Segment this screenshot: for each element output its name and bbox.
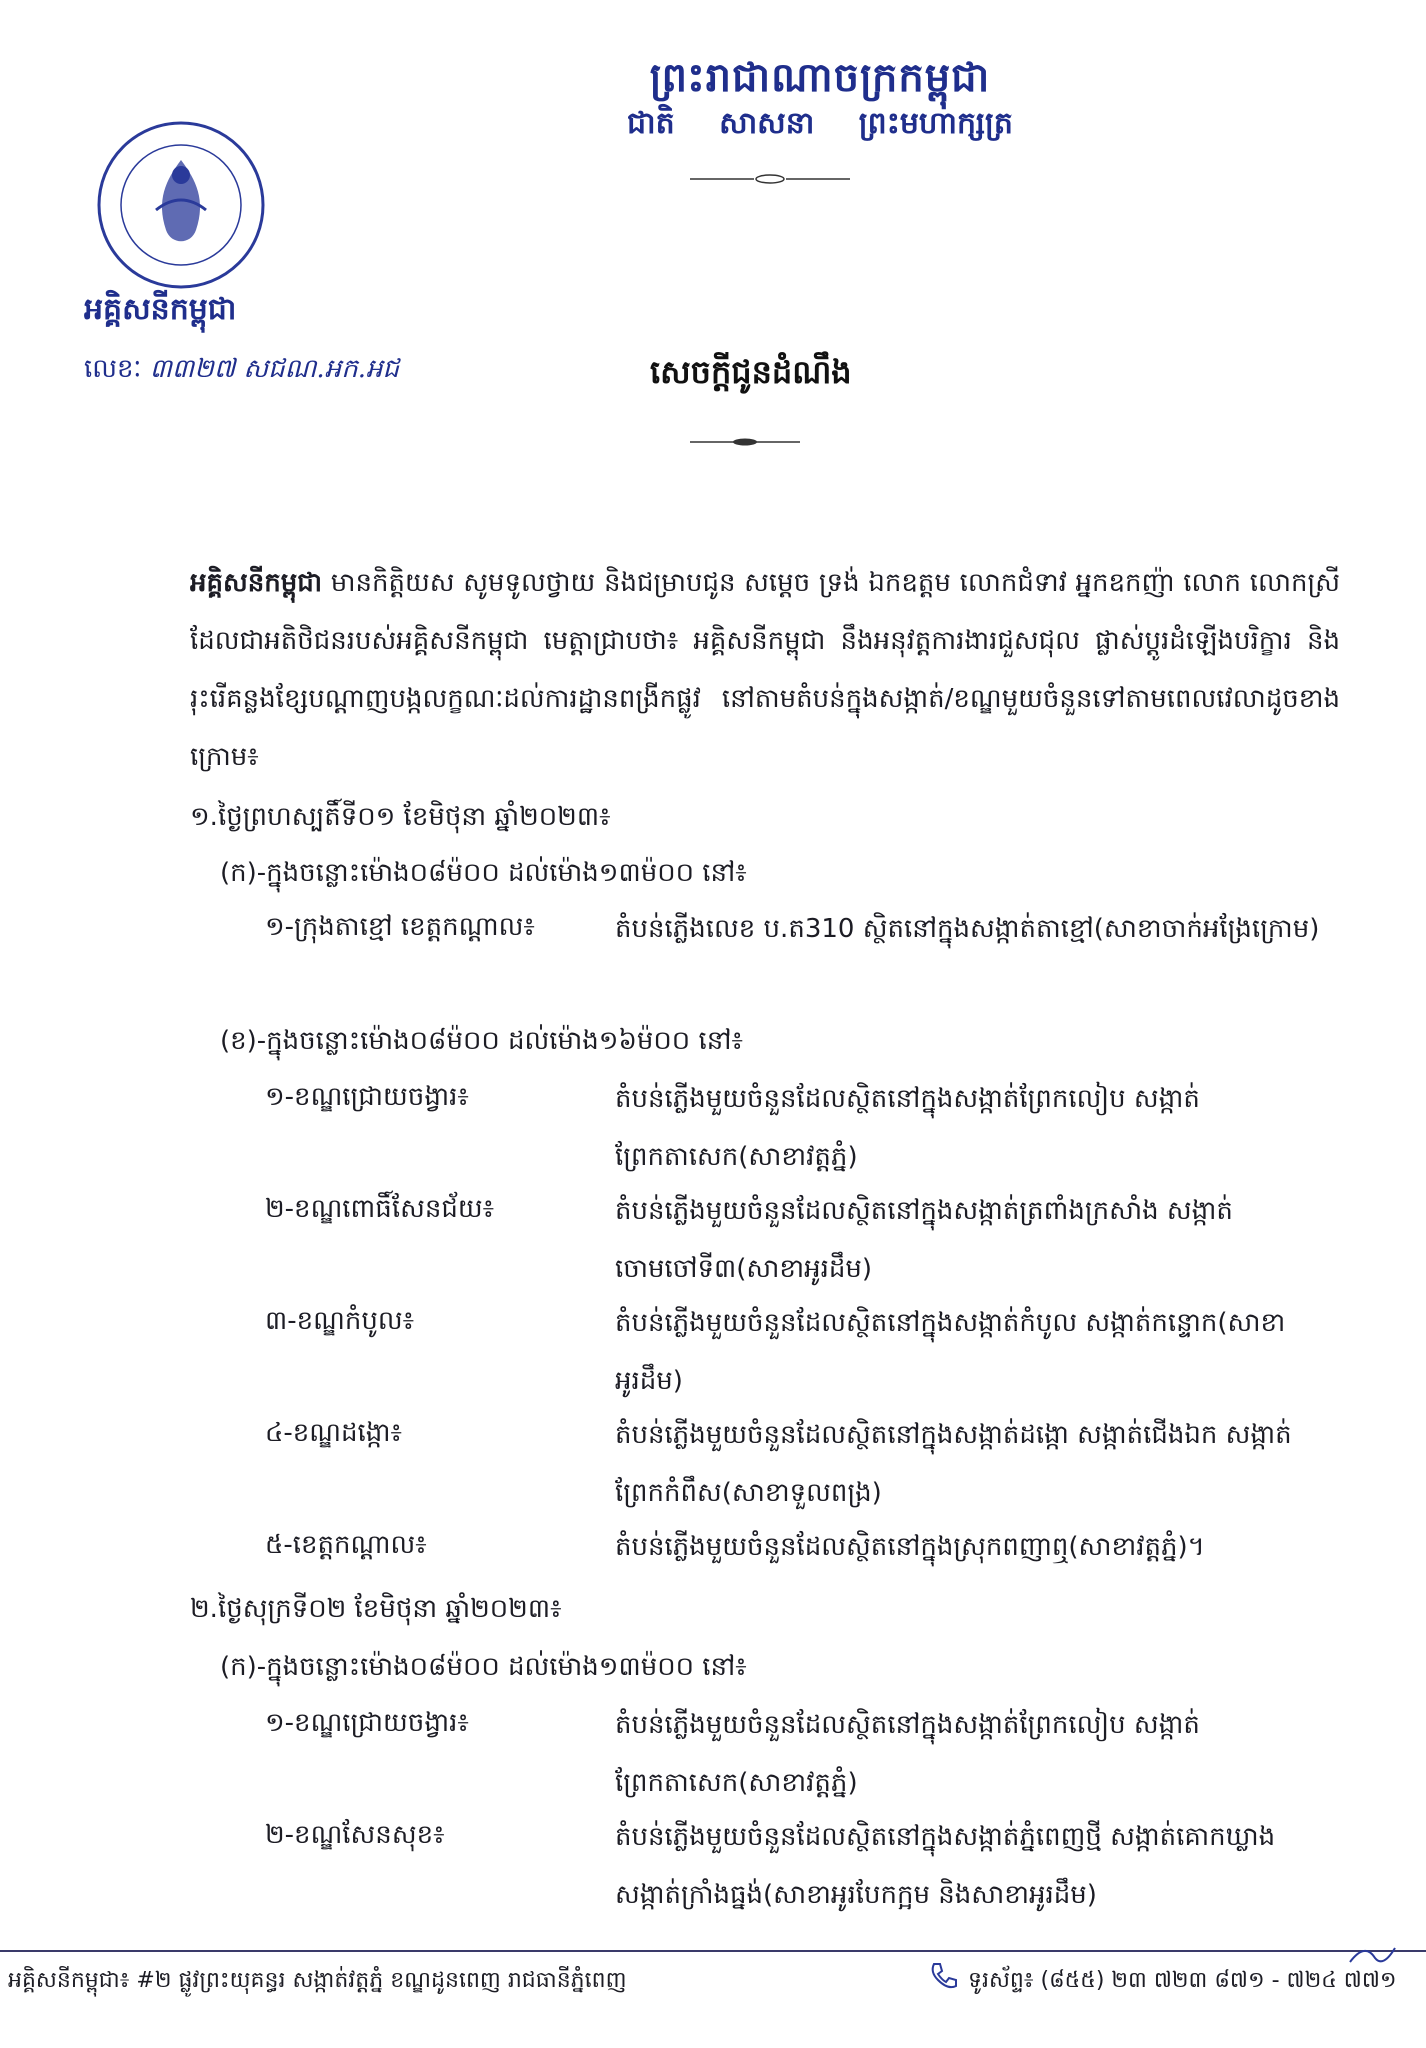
schedule-place: ៥-ខេត្តកណ្តាល៖ <box>265 1530 427 1560</box>
day-heading: ២.ថ្ងៃសុក្រទី០២ ខែមិថុនា ឆ្នាំ២០២៣៖ <box>190 1594 562 1624</box>
day-heading: ១.ថ្ងៃព្រហស្បតិ៍ទី០១ ខែមិថុនា ឆ្នាំ២០២៣៖ <box>190 802 611 832</box>
schedule-place: ១-ខណ្ឌជ្រោយចង្វារ៖ <box>265 1708 469 1738</box>
schedule-detail: តំបន់ភ្លើងមួយចំនួនដែលស្ថិតនៅក្នុងសង្កាត់ភ្នំពេញថ្មី សង្កាត់គោកឃ្លាង សង្កាត់ក្រាំងធ្នង់(សាខាអូរបែកក្អម និងសាខាអូរដឹម) <box>615 1822 1276 1910</box>
intro-lead: អគ្គិសនីកម្ពុជា <box>190 568 323 598</box>
phone-icon <box>928 1960 960 1996</box>
national-motto: ជាតិ សាសនា ព្រះមហាក្សត្រ <box>627 106 1013 141</box>
title-ornament <box>690 432 800 451</box>
reference-value: ៣៣២៧ សជណ.អក.អជ <box>149 354 399 384</box>
schedule-place: ២-ខណ្ឌពោធិ៍សែនជ័យ៖ <box>265 1194 495 1224</box>
footer-address: អគ្គិសនីកម្ពុជា៖ #២ ផ្លូវព្រះយុគន្ធរ សង្កាត់វត្តភ្នំ ខណ្ឌដូនពេញ រាជធានីភ្នំពេញ <box>8 1968 627 1993</box>
schedule-detail: តំបន់ភ្លើងលេខ ប.ត310 ស្ថិតនៅក្នុងសង្កាត់តាខ្មៅ(សាខាចាក់អង្រែក្រោម) <box>615 914 1320 944</box>
time-slot: (ក)-ក្នុងចន្លោះម៉ោង០៨ម៉០០ ដល់ម៉ោង១៣ម៉០០ នៅ៖ <box>220 858 747 888</box>
schedule-place: ១-ក្រុងតាខ្មៅ ខេត្តកណ្តាល៖ <box>265 912 535 942</box>
reference-number <box>84 352 399 390</box>
intro-paragraph <box>190 554 1340 786</box>
schedule-place: ២-ខណ្ឌសែនសុខ៖ <box>265 1820 445 1850</box>
footer-phone: ទូរស័ព្ទ៖ (៨៥៥) ២៣ ៧២៣ ៨៧១ - ៧២៤ ៧៧១ <box>968 1968 1397 1993</box>
schedule-place: ១-ខណ្ឌជ្រោយចង្វារ៖ <box>265 1082 469 1112</box>
footer-rule <box>0 1950 1426 1952</box>
initials-mark <box>1345 1940 1405 1974</box>
kingdom-heading: ព្រះរាជាណាចក្រកម្ពុជា <box>649 55 991 101</box>
document-title: សេចក្តីជូនដំណឹង <box>650 353 852 391</box>
intro-text: មានកិត្តិយស សូមទូលថ្វាយ និងជម្រាបជូន សម្តេច ទ្រង់ ឯកឧត្តម លោកជំទាវ អ្នកឧកញ៉ា លោក លោកស្រី ដែលជាអតិថិជនរបស់អគ្គិសនីកម្ពុជា មេត្តាជ្រាបថា៖ អគ្គិសនីកម្ពុជា នឹងអនុវត្តការងារជួសជុល ផ្លាស់ប្តូរដំឡើងបរិក្ខារ និងរុះរើគន្លងខ្សែបណ្តាញបង្កលក្ខណៈដល់ការដ្ឋានពង្រីកផ្លូវ នៅតាមតំបន់ក្នុងសង្កាត់/ខណ្ឌមួយចំនួនទៅតាមពេលវេលាដូចខាងក្រោម៖ <box>190 568 1340 772</box>
schedule-detail: តំបន់ភ្លើងមួយចំនួនដែលស្ថិតនៅក្នុងសង្កាត់ត្រពាំងក្រសាំង សង្កាត់ចោមចៅទី៣(សាខាអូរដឹម) <box>615 1196 1233 1284</box>
time-slot: (ក)-ក្នុងចន្លោះម៉ោង០៨ម៉០០ ដល់ម៉ោង១៣ម៉០០ នៅ៖ <box>220 1652 747 1682</box>
reference-label: លេខៈ <box>84 354 142 384</box>
time-slot: (ខ)-ក្នុងចន្លោះម៉ោង០៨ម៉០០ ដល់ម៉ោង១៦ម៉០០ នៅ៖ <box>220 1026 743 1056</box>
schedule-place: ៤-ខណ្ឌដង្កោ៖ <box>265 1418 402 1448</box>
company-seal <box>96 120 266 290</box>
schedule-detail: តំបន់ភ្លើងមួយចំនួនដែលស្ថិតនៅក្នុងសង្កាត់កំបូល សង្កាត់កន្ទោក(សាខាអូរដឹម) <box>615 1308 1286 1396</box>
schedule-detail: តំបន់ភ្លើងមួយចំនួនដែលស្ថិតនៅក្នុងសង្កាត់ព្រែកលៀប សង្កាត់ព្រែកតាសេក(សាខាវត្តភ្នំ) <box>615 1084 1200 1172</box>
header-ornament <box>690 170 850 189</box>
organization-name: អគ្គិសនីកម្ពុជា <box>84 292 237 327</box>
schedule-detail: តំបន់ភ្លើងមួយចំនួនដែលស្ថិតនៅក្នុងសង្កាត់ដង្កោ សង្កាត់ជើងឯក សង្កាត់ព្រែកកំពឹស(សាខាទួលពង្រ) <box>615 1420 1292 1508</box>
schedule-place: ៣-ខណ្ឌកំបូល៖ <box>265 1306 415 1336</box>
schedule-detail: តំបន់ភ្លើងមួយចំនួនដែលស្ថិតនៅក្នុងសង្កាត់ព្រែកលៀប សង្កាត់ព្រែកតាសេក(សាខាវត្តភ្នំ) <box>615 1710 1200 1798</box>
schedule-detail: តំបន់ភ្លើងមួយចំនួនដែលស្ថិតនៅក្នុងស្រុកពញាឮ(សាខាវត្តភ្នំ)។ <box>615 1532 1205 1562</box>
